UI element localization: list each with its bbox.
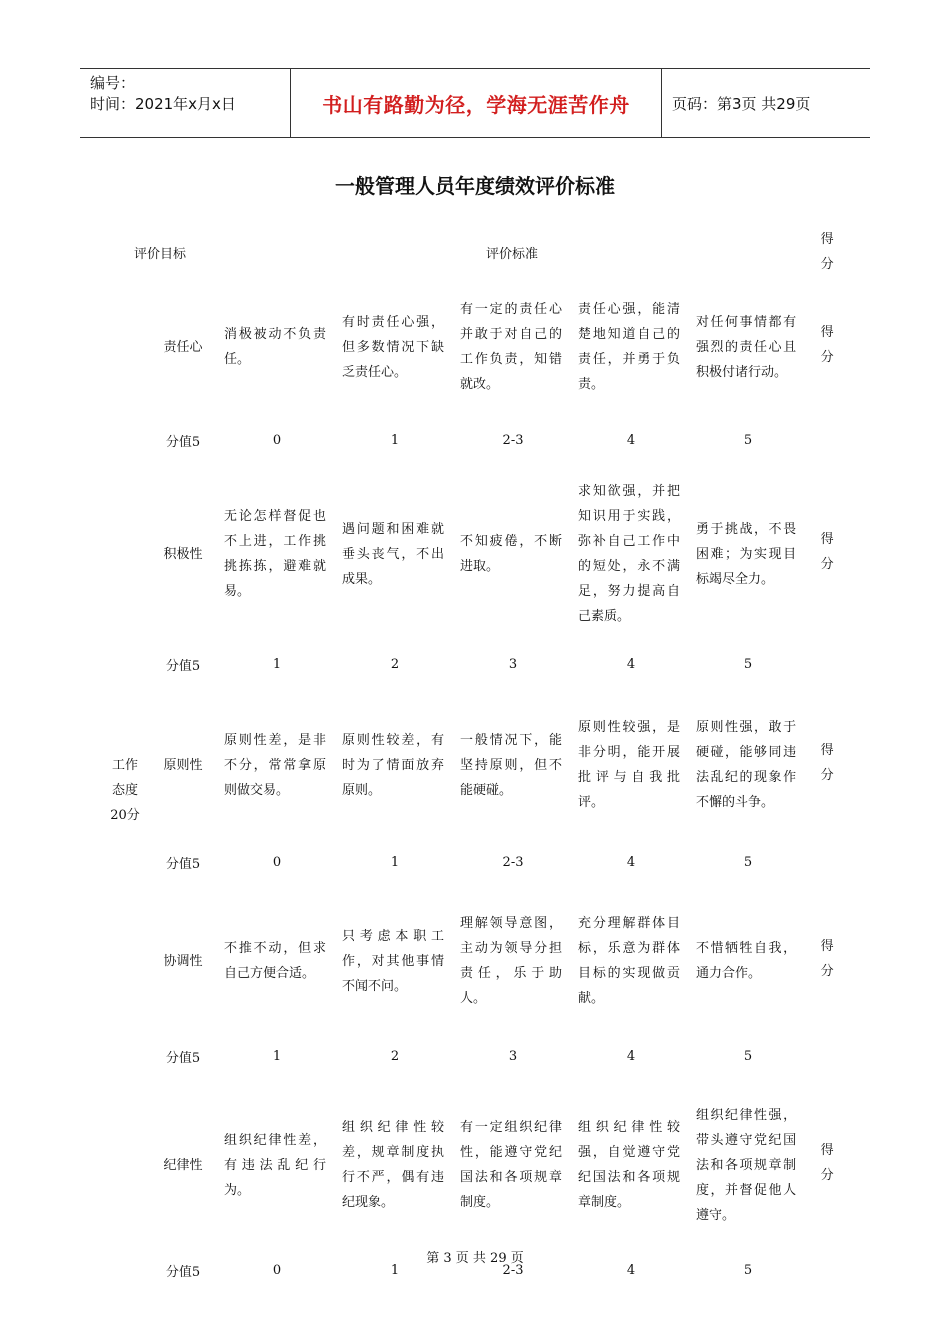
criteria-text: 不知疲倦，不断进取。: [460, 534, 563, 574]
points-label: 分值5: [165, 1050, 201, 1066]
criteria-level-3: [454, 470, 572, 634]
points-score-blank: [806, 634, 848, 694]
document-title: 一般管理人员年度绩效评价标准: [335, 174, 615, 198]
criteria-level-3: [454, 280, 572, 410]
criteria-level-1: [218, 694, 336, 832]
criteria-text: 理解领导意图，主动为领导分担责任，乐于助人。: [460, 916, 563, 1006]
criteria-text: 有一定组织纪律性，能遵守党纪国法和各项规章制度。: [460, 1120, 563, 1210]
score-cell: [806, 892, 848, 1026]
points-row: [102, 1026, 848, 1086]
points-value: 5: [743, 656, 753, 672]
criteria-text: 责任心强，能清楚地知道自己的责任，并勇于负责。: [578, 302, 681, 392]
points-value: 0: [272, 432, 282, 448]
criteria-text: 组织纪律性较差，规章制度执行不严，偶有违纪现象。: [342, 1120, 445, 1210]
criteria-text: 遇问题和困难就垂头丧气，不出成果。: [342, 521, 445, 587]
points-value: 5: [743, 854, 753, 870]
criteria-text: 有一定的责任心并敢于对自己的工作负责，知错就改。: [460, 302, 563, 392]
page-code: 页码：第3页 共29页: [672, 94, 811, 113]
number-label: 编号：: [90, 74, 136, 92]
criteria-level-2: [336, 694, 454, 832]
criteria-level-1: [218, 280, 336, 410]
score-label: 得分: [820, 325, 834, 365]
criteria-row: [102, 892, 848, 1026]
criteria-row: [102, 470, 848, 634]
score-cell: [806, 1086, 848, 1240]
points-value: 3: [508, 1048, 518, 1064]
points-value: 3: [508, 656, 518, 672]
points-value: 1: [390, 432, 400, 448]
criteria-row: [102, 694, 848, 832]
criteria-row: [102, 1086, 848, 1240]
points-label: 分值5: [165, 658, 201, 674]
criteria-text: 组织纪律性强，带头遵守党纪国法和各项规章制度，并督促他人遵守。: [696, 1107, 797, 1223]
points-value: 4: [626, 1262, 636, 1278]
criteria-text: 充分理解群体目标，乐意为群体目标的实现做贡献。: [578, 916, 681, 1006]
table-header-row: [102, 224, 848, 280]
points-value: 1: [272, 1048, 282, 1064]
points-value: 5: [743, 432, 753, 448]
points-value: 2: [390, 656, 400, 672]
score-cell: [806, 280, 848, 410]
points-row: [102, 634, 848, 694]
criteria-text: 组织纪律性较强，自觉遵守党纪国法和各项规章制度。: [578, 1120, 681, 1210]
criteria-text: 原则性较强，是非分明，能开展批评与自我批评。: [578, 720, 681, 810]
criteria-text: 有时责任心强，但多数情况下缺乏责任心。: [342, 314, 445, 380]
points-label: 分值5: [165, 856, 201, 872]
points-value: 4: [626, 432, 636, 448]
criteria-text: 一般情况下，能坚持原则，但不能硬碰。: [460, 732, 563, 798]
score-cell: [806, 470, 848, 634]
score-label: 得分: [820, 939, 834, 979]
criteria-text: 不惜牺牲自我，通力合作。: [696, 941, 797, 981]
motto: 书山有路勤为径，学海无涯苦作舟: [290, 69, 662, 137]
points-value: 0: [272, 1262, 282, 1278]
criteria-level-4: [572, 892, 690, 1026]
page-footer: 第 3 页 共 29 页: [426, 1251, 524, 1266]
category-cell: [102, 280, 148, 1300]
points-row: [102, 410, 848, 470]
points-value: 1: [272, 656, 282, 672]
points-score-blank: [806, 1026, 848, 1086]
points-value: 2-3: [502, 854, 524, 870]
criteria-level-5: [690, 694, 806, 832]
points-value: 2: [390, 1048, 400, 1064]
criteria-text: 只考虑本职工作，对其他事情不闻不问。: [342, 928, 445, 994]
criteria-level-3: [454, 1086, 572, 1240]
item-name: 积极性: [163, 546, 203, 562]
criteria-level-3: [454, 694, 572, 832]
criteria-level-2: [336, 1086, 454, 1240]
criteria-level-1: [218, 1086, 336, 1240]
points-value: 1: [390, 854, 400, 870]
criteria-level-5: [690, 280, 806, 410]
category-label: 工作态度20分: [110, 757, 140, 823]
criteria-level-1: [218, 892, 336, 1026]
points-label: 分值5: [165, 1264, 201, 1280]
points-value: 5: [743, 1262, 753, 1278]
criteria-level-1: [218, 470, 336, 634]
criteria-level-3: [454, 892, 572, 1026]
points-score-blank: [806, 832, 848, 892]
score-label: 得分: [820, 1143, 834, 1183]
criteria-text: 原则性较差，有时为了情面放弃原则。: [342, 732, 445, 798]
time-line: 时间：2021年x月x日: [90, 95, 236, 113]
col-score-header-text: 得分: [820, 232, 834, 272]
score-label: 得分: [820, 743, 834, 783]
points-value: 1: [390, 1262, 400, 1278]
item-name: 纪律性: [163, 1157, 203, 1173]
col-target-header: 评价目标: [134, 246, 187, 262]
criteria-text: 无论怎样督促也不上进，工作挑挑拣拣，避难就易。: [224, 509, 327, 599]
criteria-level-4: [572, 470, 690, 634]
criteria-level-5: [690, 470, 806, 634]
evaluation-table: [102, 224, 848, 1300]
criteria-text: 对任何事情都有强烈的责任心且积极付诸行动。: [696, 314, 797, 380]
points-value: 4: [626, 656, 636, 672]
points-value: 0: [272, 854, 282, 870]
criteria-level-2: [336, 280, 454, 410]
criteria-text: 求知欲强，并把知识用于实践，弥补自己工作中的短处，永不满足，努力提高自己素质。: [578, 484, 681, 624]
header-left: [80, 69, 290, 137]
points-value: 2-3: [502, 432, 524, 448]
criteria-text: 不推不动，但求自己方便合适。: [224, 941, 327, 981]
points-value: 5: [743, 1048, 753, 1064]
points-value: 2-3: [502, 1262, 524, 1278]
points-row: [102, 832, 848, 892]
criteria-text: 勇于挑战，不畏困难；为实现目标竭尽全力。: [696, 521, 797, 587]
criteria-text: 原则性差，是非不分，常常拿原则做交易。: [224, 732, 327, 798]
score-label: 得分: [820, 532, 834, 572]
score-cell: [806, 694, 848, 832]
col-criteria-header: 评价标准: [486, 246, 539, 262]
criteria-level-2: [336, 892, 454, 1026]
item-name: 原则性: [163, 757, 203, 773]
criteria-level-4: [572, 280, 690, 410]
criteria-level-4: [572, 1086, 690, 1240]
criteria-row: [102, 280, 848, 410]
criteria-text: 消极被动不负责任。: [224, 327, 327, 367]
points-value: 4: [626, 854, 636, 870]
points-score-blank: [806, 410, 848, 470]
criteria-text: 组织纪律性差，有违法乱纪行为。: [224, 1132, 327, 1198]
criteria-level-2: [336, 470, 454, 634]
criteria-level-4: [572, 694, 690, 832]
points-label: 分值5: [165, 434, 201, 450]
item-name: 责任心: [163, 339, 203, 355]
page-header: [80, 68, 870, 138]
criteria-text: 原则性强，敢于硬碰，能够同违法乱纪的现象作不懈的斗争。: [696, 720, 797, 810]
col-score-header: [806, 224, 848, 280]
criteria-level-5: [690, 1086, 806, 1240]
points-value: 4: [626, 1048, 636, 1064]
criteria-level-5: [690, 892, 806, 1026]
item-name: 协调性: [163, 953, 203, 969]
